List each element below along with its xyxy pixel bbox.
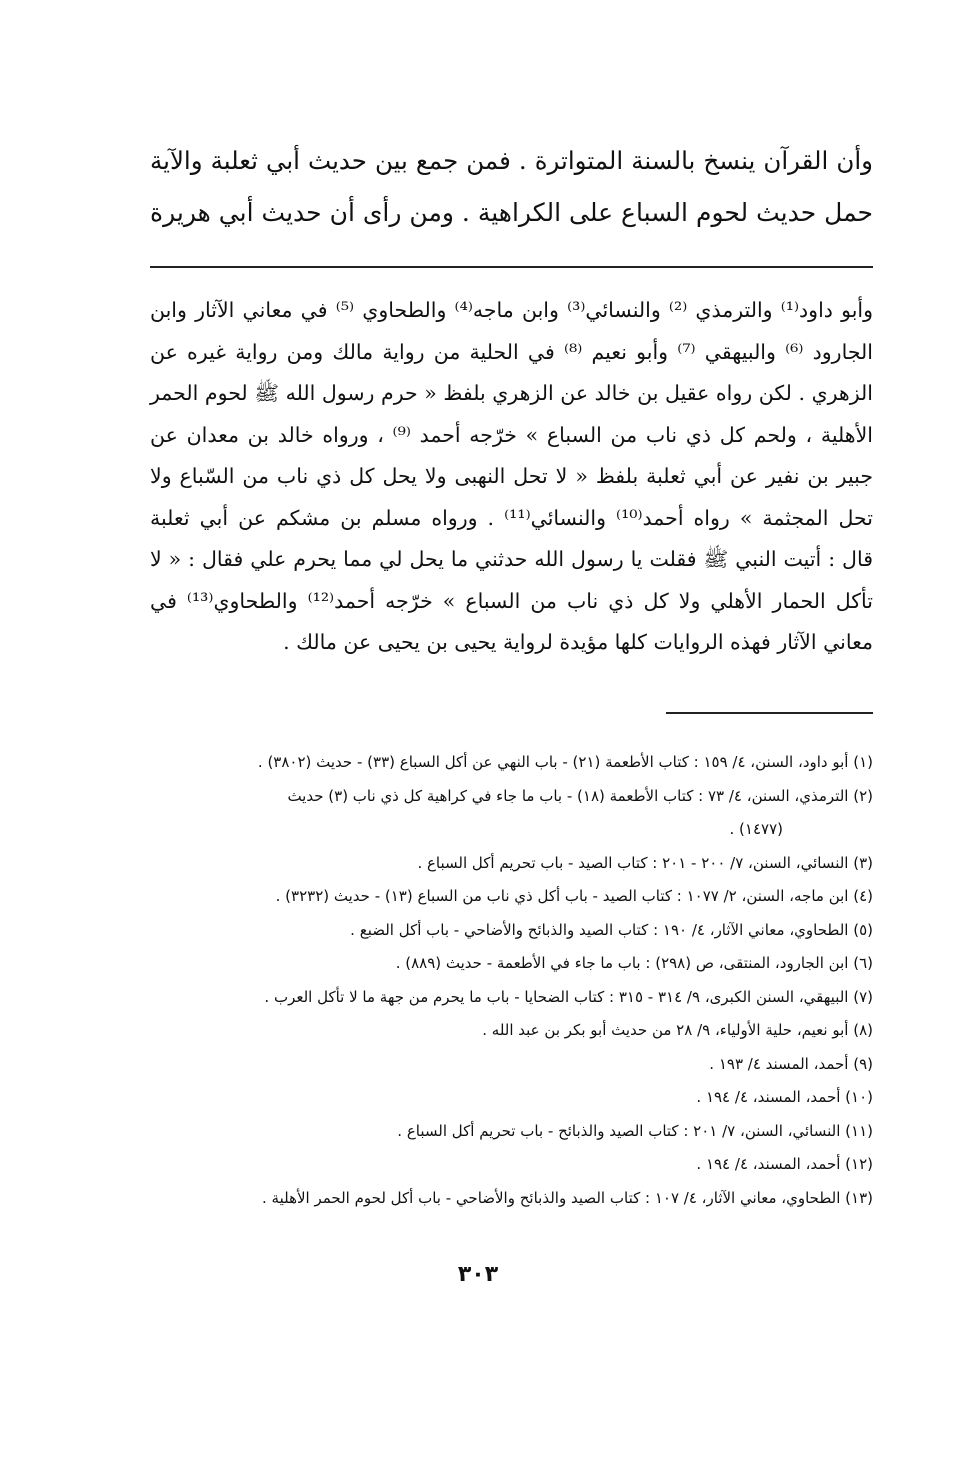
note-line: جبير بن نفير عن أبي ثعلبة بلفظ « لا تحل النهبى ولا يحل كل ذي ناب من السّباع ولا	[150, 464, 873, 488]
main-text	[150, 135, 873, 239]
note-line: وأبو داود⁽¹⁾ والترمذي ⁽²⁾ والنسائي⁽³⁾ وابن ماجه⁽⁴⁾ والطحاوي ⁽⁵⁾ في معاني الآثار وابن	[150, 298, 874, 322]
footnote-item: (١١) النسائي، السنن، ٧/ ٢٠١ : كتاب الصيد والذبائح - باب تحريم أكل السباع .	[397, 1121, 873, 1140]
footnote-item: (١) أبو داود، السنن، ٤/ ١٥٩ : كتاب الأطعمة (٢١) - باب النهي عن أكل السباع (٣٣) - حديث (٣٨٠٢) .	[257, 753, 873, 771]
main-text-line: حمل حديث لحوم السباع على الكراهية . ومن رأى أن حديث أبي هريرة	[150, 198, 873, 227]
footnote-item: (٤) ابن ماجه، السنن، ٢/ ١٠٧٧ : كتاب الصيد - باب أكل ذي ناب من السباع (١٣) - حديث (٣٢٣٢) .	[275, 887, 873, 905]
continued-note	[150, 290, 873, 664]
note-line: الزهري . لكن رواه عقيل بن خالد عن الزهري بلفظ « حرم رسول الله ﷺ لحوم الحمر	[150, 381, 873, 405]
page-number: ٣٠٣	[457, 1262, 499, 1287]
note-line: تحل المجثمة » رواه أحمد⁽¹⁰⁾ والنسائي⁽¹¹⁾ . ورواه مسلم بن مشكم عن أبي ثعلبة	[150, 505, 873, 530]
footnote-item: (٣) النسائي، السنن، ٧/ ٢٠٠ - ٢٠١ : كتاب الصيد - باب تحريم أكل السباع .	[417, 853, 873, 872]
footnote-item: (٥) الطحاوي، معاني الآثار، ٤/ ١٩٠ : كتاب الصيد والذبائح والأضاحي - باب أكل الضبع .	[350, 920, 873, 939]
note-line: قال : أتيت النبي ﷺ فقلت يا رسول الله حدثني ما يحل لي مما يحرم علي فقال : « لا	[150, 547, 873, 571]
main-text-line: وأن القرآن ينسخ بالسنة المتواترة . فمن جمع بين حديث أبي ثعلبة والآية	[150, 146, 873, 175]
footnote-item: (٧) البيهقي، السنن الكبرى، ٩/ ٣١٤ - ٣١٥ : كتاب الضحايا - باب ما يحرم من جهة ما لا تأكل العرب .	[264, 987, 873, 1006]
footnote-item-continuation: (١٤٧٧) .	[729, 820, 783, 838]
footnote-item: (٨) أبو نعيم، حلية الأولياء، ٩/ ٢٨ من حديث أبو بكر بن عبد الله .	[482, 1021, 873, 1039]
footnote-divider	[666, 712, 873, 714]
footnote-item: (١٢) أحمد، المسند، ٤/ ١٩٤ .	[696, 1155, 873, 1173]
text-divider	[150, 266, 873, 268]
note-line: الأهلية ، ولحم كل ذي ناب من السباع » خرّجه أحمد ⁽⁹⁾ ، ورواه خالد بن معدان عن	[150, 422, 874, 447]
footnote-item: (١٣) الطحاوي، معاني الآثار، ٤/ ١٠٧ : كتاب الصيد والذبائح والأضاحي - باب أكل لحوم الحمر الأهلية .	[262, 1188, 873, 1207]
footnote-item: (٦) ابن الجارود، المنتقى، ص (٢٩٨) : باب ما جاء في الأطعمة - حديث (٨٨٩) .	[395, 954, 873, 972]
note-line: تأكل الحمار الأهلي ولا كل ذي ناب من السباع » خرّجه أحمد⁽¹²⁾ والطحاوي⁽¹³⁾ في	[150, 588, 873, 613]
footnote-item: (١٠) أحمد، المسند، ٤/ ١٩٤ .	[696, 1088, 873, 1106]
note-line: معاني الآثار فهذه الروايات كلها مؤيدة لرواية يحيى بن يحيى عن مالك .	[283, 630, 873, 654]
footnote-item: (٢) الترمذي، السنن، ٤/ ٧٣ : كتاب الأطعمة (١٨) - باب ما جاء في كراهية كل ذي ناب (٣) حديث	[287, 786, 873, 805]
footnotes-list	[150, 746, 873, 1215]
note-line: الجارود ⁽⁶⁾ والبيهقي ⁽⁷⁾ وأبو نعيم ⁽⁸⁾ في الحلية من رواية مالك ومن رواية غيره عن	[150, 339, 873, 364]
footnote-item: (٩) أحمد، المسند ٤/ ١٩٣ .	[709, 1054, 873, 1073]
